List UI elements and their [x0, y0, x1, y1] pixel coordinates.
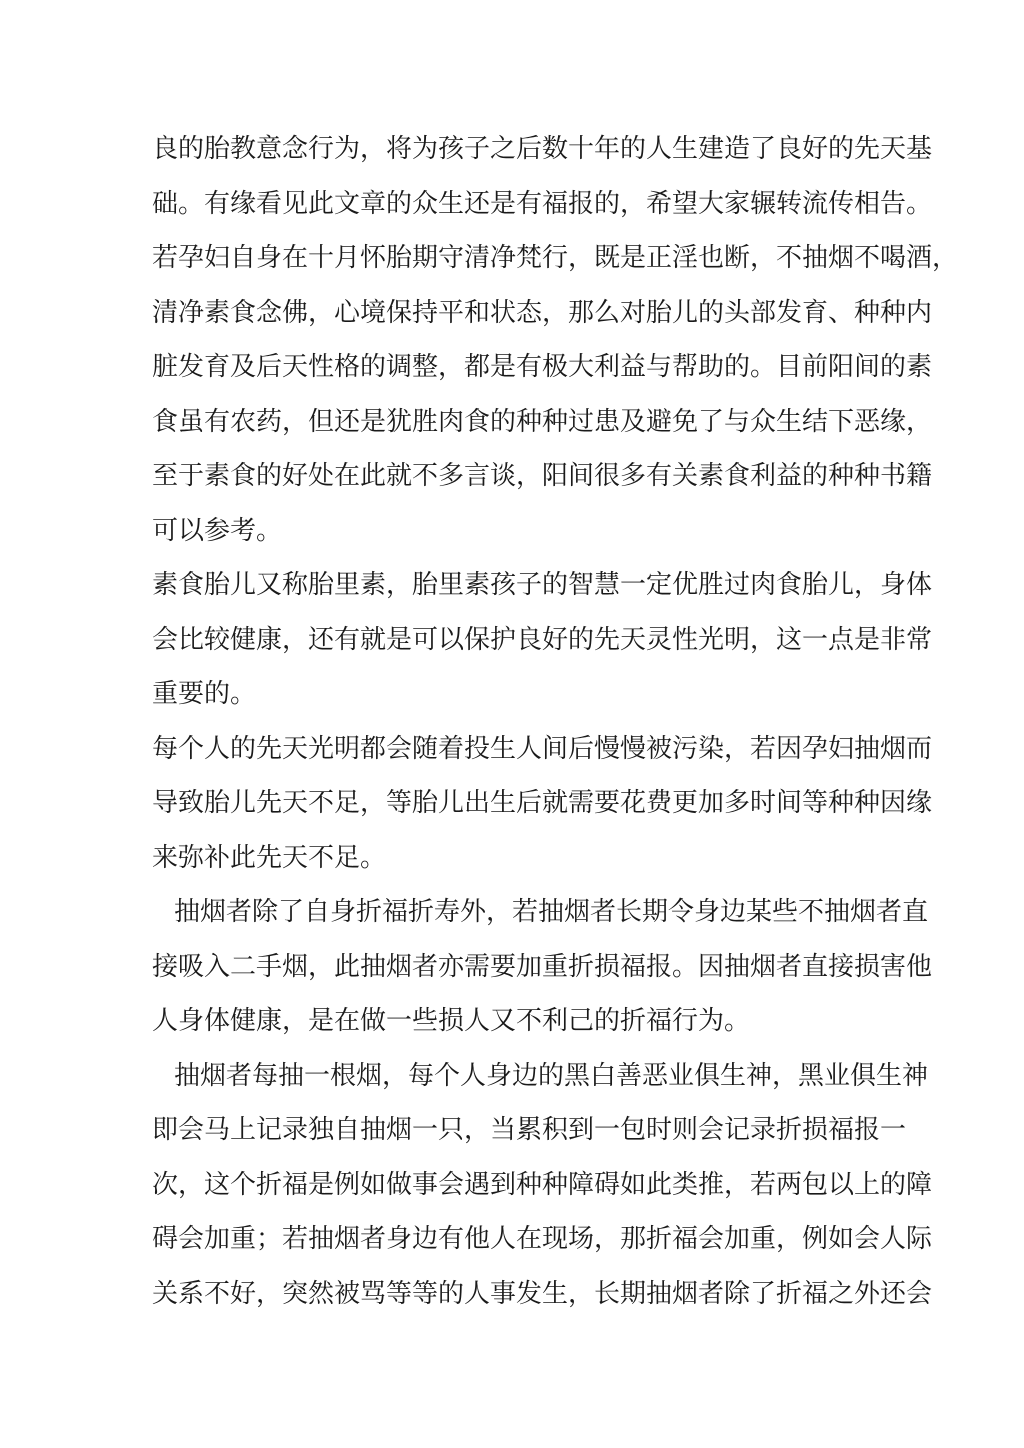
text-line: 素食胎儿又称胎里素，胎里素孩子的智慧一定优胜过肉食胎儿，身体: [152, 570, 933, 600]
text-line: 即会马上记录独自抽烟一只，当累积到一包时则会记录折损福报一: [152, 1115, 907, 1145]
text-line: 人身体健康，是在做一些损人又不利己的折福行为。: [152, 1006, 751, 1036]
text-line: 会比较健康，还有就是可以保护良好的先天灵性光明，这一点是非常: [152, 624, 933, 655]
text-line: 次，这个折福是例如做事会遇到种种障碍如此类推，若两包以上的障: [152, 1169, 933, 1200]
text-line: 础。有缘看见此文章的众生还是有福报的，希望大家辗转流传相告。: [152, 188, 933, 219]
text-line: 来弥补此先天不足。: [152, 842, 387, 873]
text-line: 关系不好，突然被骂等等的人事发生，长期抽烟者除了折福之外还会: [152, 1278, 933, 1309]
text-line: 脏发育及后天性格的调整，都是有极大利益与帮助的。目前阳间的素: [152, 352, 933, 382]
text-line: 食虽有农药，但还是犹胜肉食的种种过患及避免了与众生结下恶缘，: [152, 406, 933, 437]
text-line: 抽烟者除了自身折福折寿外，若抽烟者长期令身边某些不抽烟者直: [174, 897, 929, 927]
text-line: 至于素食的好处在此就不多言谈，阳间很多有关素食利益的种种书籍: [152, 461, 933, 491]
text-line: 接吸入二手烟，此抽烟者亦需要加重折损福报。因抽烟者直接损害他: [152, 951, 933, 982]
text-line: 导致胎儿先天不足，等胎儿出生后就需要花费更加多时间等种种因缘: [152, 788, 933, 818]
text-line: 若孕妇自身在十月怀胎期守清净梵行，既是正淫也断，不抽烟不喝酒，: [152, 243, 959, 273]
text-line: 抽烟者每抽一根烟，每个人身边的黑白善恶业俱生神，黑业俱生神: [174, 1060, 929, 1091]
text-line: 每个人的先天光明都会随着投生人间后慢慢被污染，若因孕妇抽烟而: [152, 733, 933, 764]
text-line: 良的胎教意念行为，将为孩子之后数十年的人生建造了良好的先天基: [152, 134, 933, 164]
document-body: [152, 122, 959, 1321]
text-line: 重要的。: [152, 679, 257, 709]
text-line: 清净素食念佛，心境保持平和状态，那么对胎儿的头部发育、种种内: [152, 297, 933, 328]
text-line: 碍会加重；若抽烟者身边有他人在现场，那折福会加重，例如会人际: [152, 1224, 933, 1254]
text-line: 可以参考。: [152, 515, 283, 546]
